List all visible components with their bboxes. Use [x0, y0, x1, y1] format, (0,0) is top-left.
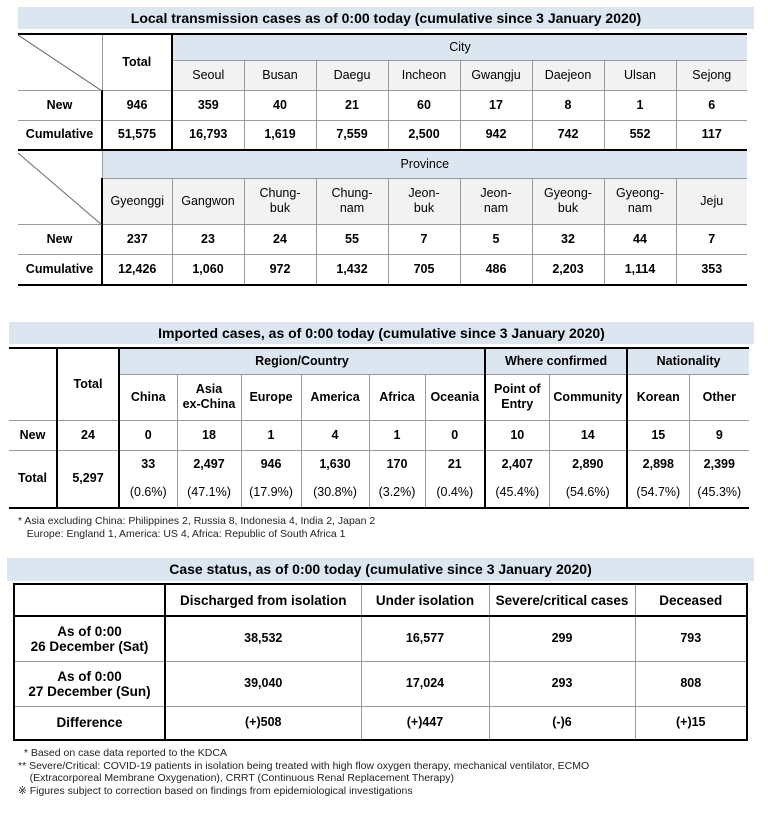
- imported-new-cell: 9: [689, 420, 749, 450]
- imported-new-cell: 0: [425, 420, 485, 450]
- imported-total-header: Total: [57, 348, 119, 420]
- imported-total-percent: (0.4%): [436, 485, 474, 500]
- status-row-label: As of 0:00 26 December (Sat): [14, 616, 165, 661]
- imported-total-value: 2,898: [642, 457, 674, 472]
- city-cum-cell: 2,500: [388, 120, 460, 150]
- imported-footnote: * Asia excluding China: Philippines 2, Russia 8, Indonesia 4, India 2, Japan 2 Europe: England 1, America: US 4, Africa: Republic of South Africa 1: [18, 515, 376, 540]
- imported-total-percent: (45.3%): [697, 485, 742, 500]
- province-cum-cell: 1,060: [172, 254, 244, 285]
- city-cum-cell: 742: [532, 120, 604, 150]
- imported-column-header: Asia ex-China: [177, 374, 241, 420]
- status-value-cell: 793: [635, 616, 747, 661]
- status-value-cell: 38,532: [165, 616, 361, 661]
- imported-total-value: 946: [260, 457, 282, 472]
- imported-total-percent: (47.1%): [187, 485, 231, 500]
- imported-total-percent: (54.6%): [565, 485, 610, 500]
- status-row-label: As of 0:00 27 December (Sun): [14, 661, 165, 706]
- imported-total-value: 2,497: [193, 457, 225, 472]
- status-value-cell: 16,577: [361, 616, 489, 661]
- province-cum-cell: 1,114: [604, 254, 676, 285]
- province-name-cell: Jeon- nam: [460, 178, 532, 224]
- nationality-header: Nationality: [627, 348, 749, 374]
- province-new-cell: 237: [102, 224, 172, 254]
- province-name-cell: Jeju: [676, 178, 747, 224]
- status-column-header: Under isolation: [361, 584, 489, 616]
- city-name-cell: Sejong: [676, 60, 747, 90]
- imported-total-cell: [369, 450, 425, 508]
- city-new-cell: 359: [172, 90, 244, 120]
- row-label-total: Total: [9, 450, 57, 508]
- province-new-cell: 7: [388, 224, 460, 254]
- status-value-cell: (-)6: [489, 706, 635, 740]
- status-title: Case status, as of 0:00 today (cumulative since 3 January 2020): [7, 558, 754, 581]
- imported-new-cell: 14: [549, 420, 627, 450]
- imported-column-header: America: [301, 374, 369, 420]
- imported-total-cell: [549, 450, 627, 508]
- imported-new-cell: 1: [369, 420, 425, 450]
- imported-new-cell: 4: [301, 420, 369, 450]
- local-cases-table: [18, 33, 747, 286]
- status-row-label: Difference: [14, 706, 165, 740]
- imported-total-percent: (45.4%): [495, 485, 540, 500]
- imported-column-header: Europe: [241, 374, 301, 420]
- row-label-cumulative: Cumulative: [18, 254, 102, 285]
- imported-new-cell: 1: [241, 420, 301, 450]
- diagonal-header-cell: [18, 150, 102, 224]
- city-new-cell: 17: [460, 90, 532, 120]
- city-new-cell: 1: [604, 90, 676, 120]
- province-new-cell: 24: [244, 224, 316, 254]
- province-cum-cell: 486: [460, 254, 532, 285]
- province-cum-cell: 353: [676, 254, 747, 285]
- city-name-cell: Busan: [244, 60, 316, 90]
- status-value-cell: (+)15: [635, 706, 747, 740]
- row-label-new: New: [18, 224, 102, 254]
- province-new-cell: 44: [604, 224, 676, 254]
- imported-column-header: China: [119, 374, 177, 420]
- imported-new-cell: 18: [177, 420, 241, 450]
- province-new-cell: 5: [460, 224, 532, 254]
- imported-total-value: 21: [447, 457, 462, 472]
- city-name-cell: Seoul: [172, 60, 244, 90]
- province-name-cell: Jeon- buk: [388, 178, 460, 224]
- imported-total-percent: (30.8%): [313, 485, 357, 500]
- province-name-cell: Chung- nam: [316, 178, 388, 224]
- status-column-header: Severe/critical cases: [489, 584, 635, 616]
- diagonal-header-cell: [18, 34, 102, 90]
- province-new-cell: 7: [676, 224, 747, 254]
- local-total-header: Total: [102, 34, 172, 90]
- city-cum-cell: 552: [604, 120, 676, 150]
- city-cum-cell: 16,793: [172, 120, 244, 150]
- imported-total-value: 2,890: [572, 457, 604, 472]
- status-value-cell: (+)447: [361, 706, 489, 740]
- city-new-cell: 60: [388, 90, 460, 120]
- status-value-cell: (+)508: [165, 706, 361, 740]
- imported-cases-table: [9, 347, 749, 509]
- empty-header-cell: [9, 348, 57, 420]
- status-column-header: Deceased: [635, 584, 747, 616]
- province-name-cell: Gangwon: [172, 178, 244, 224]
- status-value-cell: 293: [489, 661, 635, 706]
- province-header: Province: [102, 150, 747, 178]
- where-confirmed-header: Where confirmed: [485, 348, 627, 374]
- imported-total-cell: [241, 450, 301, 508]
- status-value-cell: 39,040: [165, 661, 361, 706]
- imported-total-cell: [301, 450, 369, 508]
- province-cum-cell: 12,426: [102, 254, 172, 285]
- imported-total-percent: (54.7%): [636, 485, 681, 500]
- city-name-cell: Ulsan: [604, 60, 676, 90]
- imported-total-cell: [119, 450, 177, 508]
- imported-total-percent: (0.6%): [129, 485, 167, 500]
- province-cum-cell: 972: [244, 254, 316, 285]
- city-new-total: 946: [102, 90, 172, 120]
- province-new-cell: 55: [316, 224, 388, 254]
- province-new-cell: 32: [532, 224, 604, 254]
- imported-total-value: 2,399: [703, 457, 735, 472]
- imported-column-header: Africa: [369, 374, 425, 420]
- city-cum-cell: 1,619: [244, 120, 316, 150]
- city-cum-cell: 7,559: [316, 120, 388, 150]
- local-title: Local transmission cases as of 0:00 today (cumulative since 3 January 2020): [18, 7, 754, 29]
- imported-column-header: Other: [689, 374, 749, 420]
- province-name-cell: Gyeonggi: [102, 178, 172, 224]
- imported-title: Imported cases, as of 0:00 today (cumulative since 3 January 2020): [9, 322, 754, 344]
- city-cum-cell: 942: [460, 120, 532, 150]
- imported-total-value: 1,630: [319, 457, 351, 472]
- imported-total-value: 2,407: [501, 457, 533, 472]
- case-status-table: [13, 583, 748, 741]
- imported-column-header: Oceania: [425, 374, 485, 420]
- region-header: Region/Country: [119, 348, 485, 374]
- imported-column-header: Point of Entry: [485, 374, 549, 420]
- province-name-cell: Gyeong- buk: [532, 178, 604, 224]
- province-new-cell: 23: [172, 224, 244, 254]
- imported-total-percent: (3.2%): [378, 485, 416, 500]
- city-new-cell: 6: [676, 90, 747, 120]
- imported-total-cell: [177, 450, 241, 508]
- imported-total-cell: [689, 450, 749, 508]
- imported-total-value: 33: [141, 457, 156, 472]
- status-value-cell: 299: [489, 616, 635, 661]
- city-new-cell: 8: [532, 90, 604, 120]
- imported-column-header: Community: [549, 374, 627, 420]
- imported-total-cell: [627, 450, 689, 508]
- empty-header-cell: [14, 584, 165, 616]
- province-cum-cell: 1,432: [316, 254, 388, 285]
- imported-new-total: 24: [57, 420, 119, 450]
- imported-total-cell: [485, 450, 549, 508]
- city-header: City: [172, 34, 747, 60]
- city-cum-cell: 117: [676, 120, 747, 150]
- province-cum-cell: 2,203: [532, 254, 604, 285]
- status-value-cell: 17,024: [361, 661, 489, 706]
- city-name-cell: Incheon: [388, 60, 460, 90]
- city-name-cell: Daejeon: [532, 60, 604, 90]
- city-name-cell: Gwangju: [460, 60, 532, 90]
- imported-total-percent: (17.9%): [249, 485, 293, 500]
- imported-new-cell: 10: [485, 420, 549, 450]
- imported-new-cell: 15: [627, 420, 689, 450]
- imported-new-cell: 0: [119, 420, 177, 450]
- province-name-cell: Chung- buk: [244, 178, 316, 224]
- status-value-cell: 808: [635, 661, 747, 706]
- row-label-new: New: [18, 90, 102, 120]
- imported-column-header: Korean: [627, 374, 689, 420]
- imported-total-cell: [425, 450, 485, 508]
- row-label-cumulative: Cumulative: [18, 120, 102, 150]
- province-cum-cell: 705: [388, 254, 460, 285]
- row-label-new: New: [9, 420, 57, 450]
- imported-total-value: 170: [386, 457, 408, 472]
- status-column-header: Discharged from isolation: [165, 584, 361, 616]
- status-footnotes: * Based on case data reported to the KDCA ** Severe/Critical: COVID-19 patients in isolation being treated with high flow oxygen therapy, mechanical ventilator, ECMO (Extracorporeal Membrane Oxygenation), CRRT (Continuous Renal Replacement Therapy) ※ Figures subject to correction based on findings from epidemiological investigations: [18, 747, 590, 797]
- city-cum-total: 51,575: [102, 120, 172, 150]
- imported-total-total: 5,297: [57, 450, 119, 508]
- city-name-cell: Daegu: [316, 60, 388, 90]
- city-new-cell: 21: [316, 90, 388, 120]
- city-new-cell: 40: [244, 90, 316, 120]
- province-name-cell: Gyeong- nam: [604, 178, 676, 224]
